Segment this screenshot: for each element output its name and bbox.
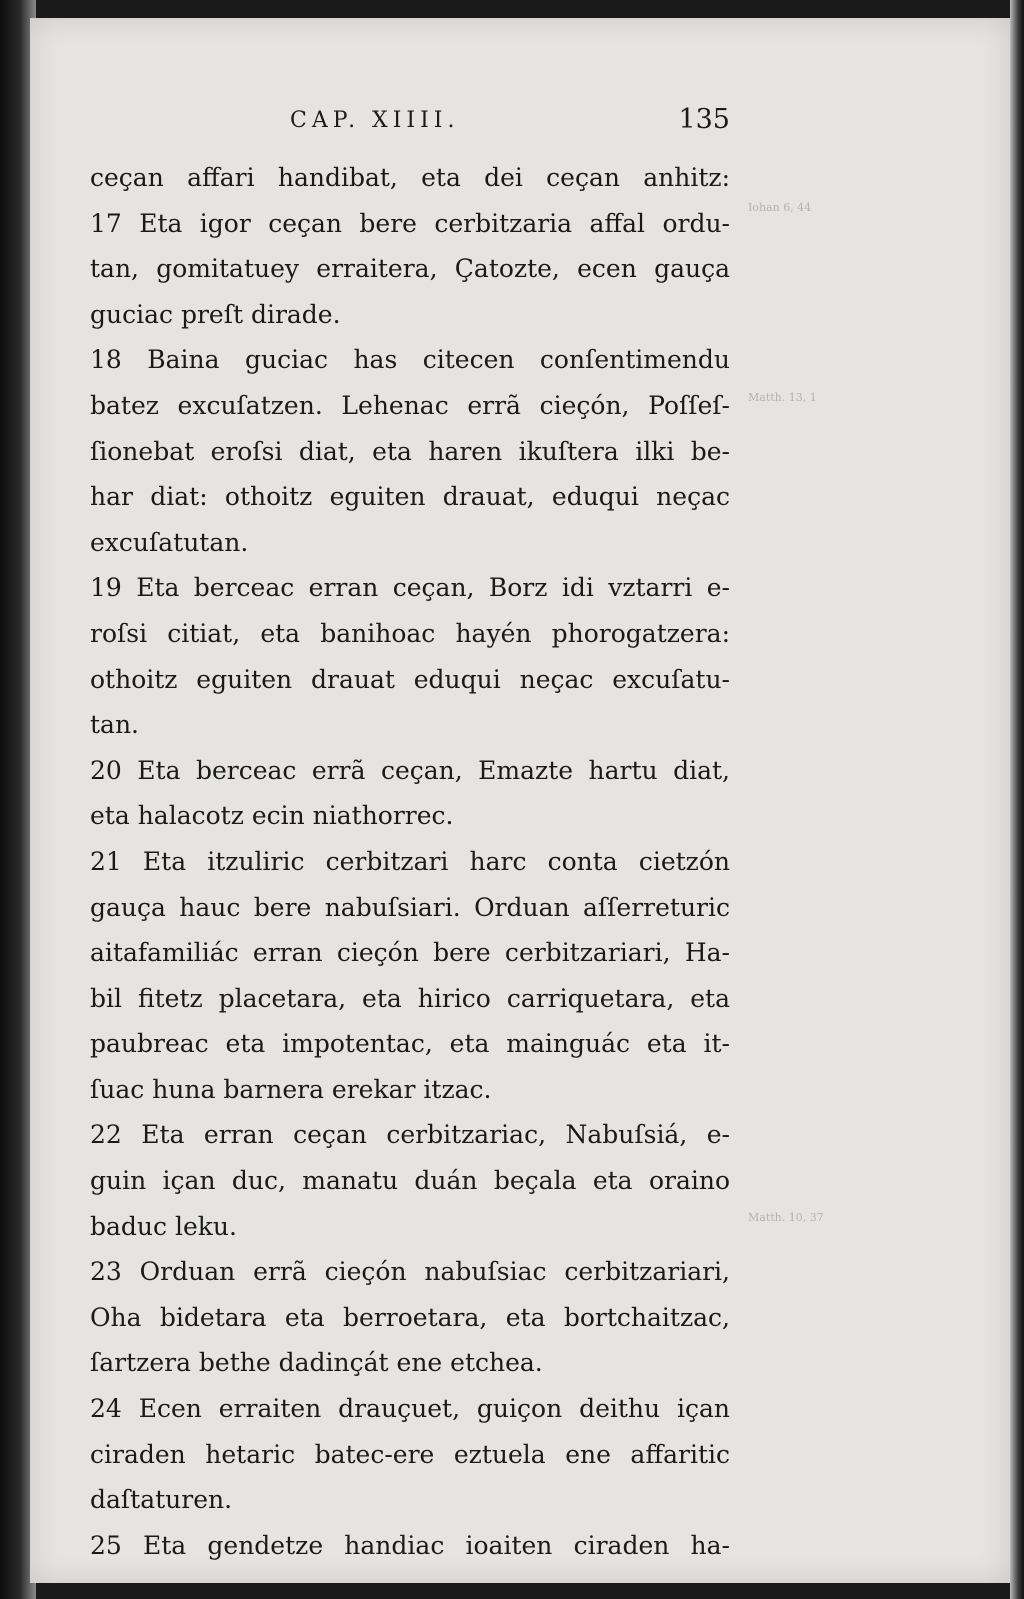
margin-note: Matth. 10, 37 <box>748 1211 824 1224</box>
text-line: bil fitetz placetara, eta hirico carriquetara, eta <box>90 983 730 1013</box>
text-line: ſionebat eroſsi diat, eta haren ikuſtera ilki be- <box>90 436 730 466</box>
text-line: guciac preſt dirade. <box>90 299 341 329</box>
text-line: 19 Eta berceac erran ceçan, Borz idi vztarri e- <box>90 573 730 603</box>
page-number: 135 <box>678 104 730 135</box>
text-line: baduc leku. <box>90 1211 237 1241</box>
text-line: ſuac huna barnera erekar itzac. <box>90 1074 492 1104</box>
book-binding-right-edge <box>1010 0 1024 1599</box>
text-line: 21 Eta itzuliric cerbitzari harc conta cietzón <box>90 846 730 876</box>
text-line: tan, gomitatuey erraitera, Çatozte, ecen gauça <box>90 254 730 284</box>
text-line: guin içan duc, manatu duán beçala eta oraino <box>90 1166 730 1196</box>
text-line: Oha bidetara eta berroetara, eta bortchaitzac, <box>90 1302 730 1332</box>
text-line: 25 Eta gendetze handiac ioaiten ciraden ha- <box>90 1530 730 1560</box>
text-line: 23 Orduan errã cieçón nabuſsiac cerbitzariari, <box>90 1257 730 1287</box>
text-line: excuſatutan. <box>90 527 249 557</box>
margin-note: Iohan 6, 44 <box>748 201 812 214</box>
text-line: tan. <box>90 710 139 740</box>
text-line: batez excuſatzen. Lehenac errã cieçón, Poſſeſ- <box>90 390 730 420</box>
text-line: ceçan affari handibat, eta dei ceçan anhitz: <box>90 163 730 192</box>
text-line: 24 Ecen erraiten drauçuet, guiçon deithu içan <box>90 1394 730 1424</box>
text-line: ſartzera bethe dadinçát ene etchea. <box>90 1348 543 1378</box>
text-line: gauça hauc bere nabuſsiari. Orduan aſſerreturic <box>90 892 730 922</box>
text-line: 18 Baina guciac has citecen conſentimendu <box>90 345 730 375</box>
text-line: ciraden hetaric batec-ere eztuela ene affaritic <box>90 1439 730 1469</box>
text-line: eta halacotz ecin niathorrec. <box>90 801 454 831</box>
text-line: 17 Eta igor ceçan bere cerbitzaria affal ordu- <box>90 208 730 238</box>
text-line: har diat: othoitz eguiten drauat, eduqui neçac <box>90 482 730 512</box>
text-line: othoitz eguiten drauat eduqui neçac excuſatu- <box>90 664 730 694</box>
text-line: 22 Eta erran ceçan cerbitzariac, Nabuſsiá, e- <box>90 1120 730 1150</box>
chapter-heading: CAP. XIIII. <box>290 108 460 133</box>
margin-note: Matth. 13, 1 <box>748 391 817 404</box>
body-text <box>90 155 730 1568</box>
text-line: 20 Eta berceac errã ceçan, Emazte hartu diat, <box>90 755 730 785</box>
text-line: aitafamiliác erran cieçón bere cerbitzariari, Ha- <box>90 938 730 968</box>
text-line: roſsi citiat, eta banihoac hayén phorogatzera: <box>90 618 730 648</box>
text-line: paubreac eta impotentac, eta mainguác eta it- <box>90 1029 730 1059</box>
text-line: daſtaturen. <box>90 1485 233 1515</box>
running-header <box>90 104 730 144</box>
